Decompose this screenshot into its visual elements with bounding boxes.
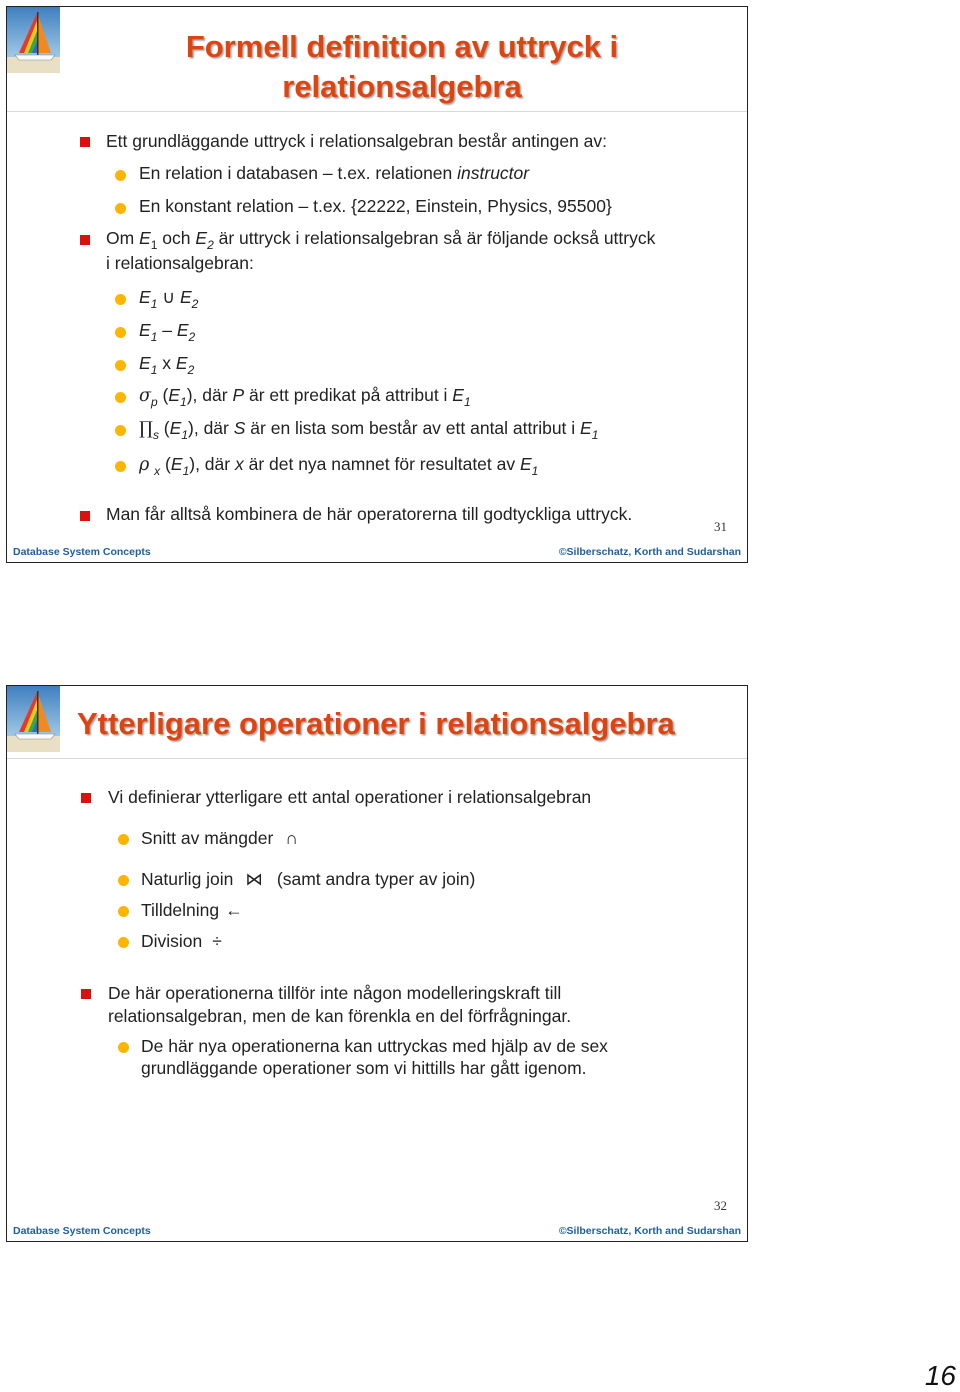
expression-selection: $\sigma_p$ $(E_1)$, där P är ett predikat på attribut i $E_1$ [139, 385, 471, 409]
slide-page-number: 31 [714, 519, 727, 534]
sailboat-logo-icon [7, 686, 60, 752]
expression-union: $E_1$ ∪ $E_2$ [139, 287, 199, 311]
operation-division: Division ÷ [141, 931, 222, 951]
division-icon: ÷ [212, 931, 222, 951]
slide-32 [6, 685, 748, 1242]
bullet-text: Ett grundläggande uttryck i relationsalgebran består antingen av: [106, 131, 608, 151]
bullet-text: Vi definierar ytterligare ett antal operationer i relationsalgebran [108, 787, 592, 807]
round-bullet-icon [118, 875, 129, 886]
square-bullet-icon [80, 511, 90, 521]
bullet-text: En konstant relation – t.ex. {22222, Einstein, Physics, 95500} [139, 196, 612, 216]
footer-course: Database System Concepts [13, 1225, 151, 1237]
bullet-text: Om $E_1$ och $E_2$ är uttryck i relationsalgebran så är följande också uttryck [106, 228, 656, 252]
sub-bullet-text: De här nya operationerna kan uttryckas med hjälp av de sex [141, 1036, 608, 1056]
intersection-icon: ∩ [285, 828, 298, 848]
square-bullet-icon [80, 137, 90, 147]
bowtie-join-icon: ⋈ [245, 869, 263, 889]
round-bullet-icon [115, 294, 126, 305]
round-bullet-icon [115, 392, 126, 403]
title-divider [7, 111, 747, 112]
slide-page-number: 32 [714, 1198, 727, 1213]
document-page-number: 16 [924, 1360, 956, 1391]
bullet-text-continued: i relationsalgebran: [106, 253, 254, 273]
round-bullet-icon [115, 461, 126, 472]
expression-product: $E_1$ x $E_2$ [139, 353, 195, 377]
left-arrow-icon: ← [225, 900, 243, 920]
bullet-text: Man får alltså kombinera de här operatorerna till godtyckliga uttryck. [106, 504, 633, 524]
bullet-text-continued: relationsalgebran, men de kan förenkla en del förfrågningar. [108, 1006, 572, 1026]
operation-natural-join: Naturlig join ⋈ (samt andra typer av join) [141, 869, 476, 889]
slide-title: Ytterligare operationer i relationsalgebra [77, 706, 675, 741]
footer-course: Database System Concepts [13, 546, 151, 558]
operation-intersection: Snitt av mängder ∩ [141, 828, 298, 848]
operation-assignment: Tilldelning ← [141, 900, 243, 920]
bullet-text: En relation i databasen – t.ex. relationen instructor [139, 163, 530, 183]
footer-copyright: ©Silberschatz, Korth and Sudarshan [558, 1225, 741, 1237]
square-bullet-icon [81, 793, 91, 803]
round-bullet-icon [118, 1042, 129, 1053]
round-bullet-icon [118, 906, 129, 917]
bullet-text: De här operationerna tillför inte någon modelleringskraft till [108, 983, 562, 1003]
sub-bullet-text-continued: grundläggande operationer som vi hittills har gått igenom. [141, 1058, 587, 1078]
slide-31 [6, 6, 748, 563]
title-divider [7, 758, 747, 759]
sailboat-logo-icon [7, 7, 60, 73]
round-bullet-icon [115, 327, 126, 338]
footer-copyright: ©Silberschatz, Korth and Sudarshan [558, 546, 741, 558]
slide-title: Formell definition av uttryck i relationsalgebra [185, 29, 619, 104]
round-bullet-icon [115, 203, 126, 214]
expression-difference: $E_1 - E_2$ [139, 320, 196, 344]
round-bullet-icon [115, 170, 126, 181]
square-bullet-icon [81, 989, 91, 999]
expression-projection: $\prod_s$ $(E_1)$, där S är en lista som består av ett antal attribut i $E_1$ [139, 418, 599, 442]
round-bullet-icon [118, 834, 129, 845]
round-bullet-icon [118, 937, 129, 948]
square-bullet-icon [80, 235, 90, 245]
expression-rename: ρ $_x$ $(E_1)$, där x är det nya namnet för resultatet av $E_1$ [139, 454, 539, 478]
round-bullet-icon [115, 425, 126, 436]
round-bullet-icon [115, 360, 126, 371]
